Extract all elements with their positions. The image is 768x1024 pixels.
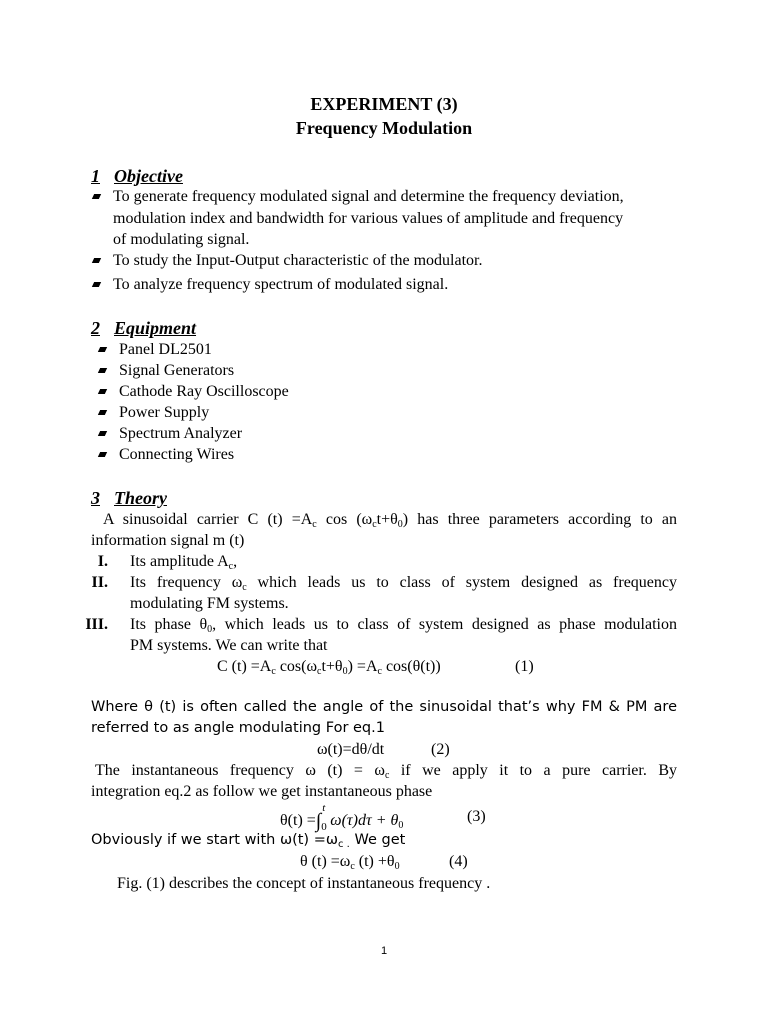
equipment-item: Signal Generators	[119, 362, 235, 379]
equation-3-number: (3)	[467, 808, 486, 825]
experiment-title: EXPERIMENT (3)	[310, 94, 458, 114]
section-heading-objective: 1 Objective	[91, 166, 183, 186]
equation-4: θ $(t) =\omega_c$ $(t) +\theta_0$	[300, 853, 400, 872]
objective-bullet-1-line3: of modulating signal.	[113, 231, 250, 248]
theory-intro-line2: information signal m (t)	[91, 532, 245, 549]
equation-1: C $(t) =A_c$ $\cos(\omega_ct+\theta_0) =A_c$ cos(θ(t))	[217, 658, 441, 677]
objective-bullet-3: To analyze frequency spectrum of modulated signal.	[113, 276, 449, 293]
theory-intro-line1: A sinusoidal carrier C $(t) =A_c$ $\cos (\omega_ct+\theta_0)$ has three parameters according to an	[103, 511, 678, 530]
equation-1-number: (1)	[515, 658, 534, 675]
equipment-item: Cathode Ray Oscilloscope	[119, 383, 289, 400]
list-item-amplitude: Its amplitude $A_c$,	[130, 553, 238, 572]
theory-instantaneous-line2: integration eq.2 as follow we get instantaneous phase	[91, 783, 433, 800]
list-marker: I.	[97, 553, 108, 570]
theory-where-line1: Where θ (t) is often called the angle of the sinusoidal that’s why FM & PM are	[91, 699, 677, 715]
equation-4-number: (4)	[449, 853, 468, 870]
equation-2-number: (2)	[431, 741, 450, 758]
equation-2: ω(t)=dθ/dt	[317, 741, 385, 758]
list-item-phase: Its phase $\theta_0$, which leads us to class of system designed as phase modulation	[130, 616, 677, 635]
list-item-frequency-line2: modulating FM systems.	[130, 595, 289, 612]
section-heading-theory: 3 Theory	[91, 488, 167, 508]
page-number: 1	[381, 945, 388, 957]
list-item-frequency: Its frequency $\omega_c$ which leads us to class of system designed as frequency	[130, 574, 677, 593]
list-marker: II.	[91, 574, 108, 591]
equipment-item: Panel DL2501	[119, 341, 212, 358]
objective-bullet-2: To study the Input-Output characteristic of the modulator.	[113, 252, 483, 269]
theory-obviously-line: Obviously if we start with $\omega(t) =\omega_{c .}$ We get	[91, 832, 406, 850]
list-marker: III.	[85, 616, 108, 633]
equation-3: θ(t) =∫ t 0 $\omega(\tau)d\tau + \theta_0$	[280, 802, 404, 834]
equipment-item: Connecting Wires	[119, 446, 235, 463]
section-heading-equipment: 2 Equipment	[91, 318, 197, 338]
list-item-phase-line2: PM systems. We can write that	[130, 637, 328, 654]
theory-where-line2: referred to as angle modulating For eq.1	[91, 720, 385, 736]
experiment-subtitle: Frequency Modulation	[295, 118, 473, 138]
figure-reference-line: Fig. (1) describes the concept of instantaneous frequency .	[117, 875, 491, 892]
objective-bullet-1-line2: modulation index and bandwidth for various values of amplitude and frequency	[113, 210, 624, 227]
equipment-item: Spectrum Analyzer	[119, 425, 243, 442]
objective-bullet-1: To generate frequency modulated signal and determine the frequency deviation,	[113, 188, 624, 205]
equipment-item: Power Supply	[119, 404, 210, 421]
theory-instantaneous-line1: The instantaneous frequency ω $(t) = \omega_c$ if we apply it to a pure carrier. By	[95, 762, 677, 781]
